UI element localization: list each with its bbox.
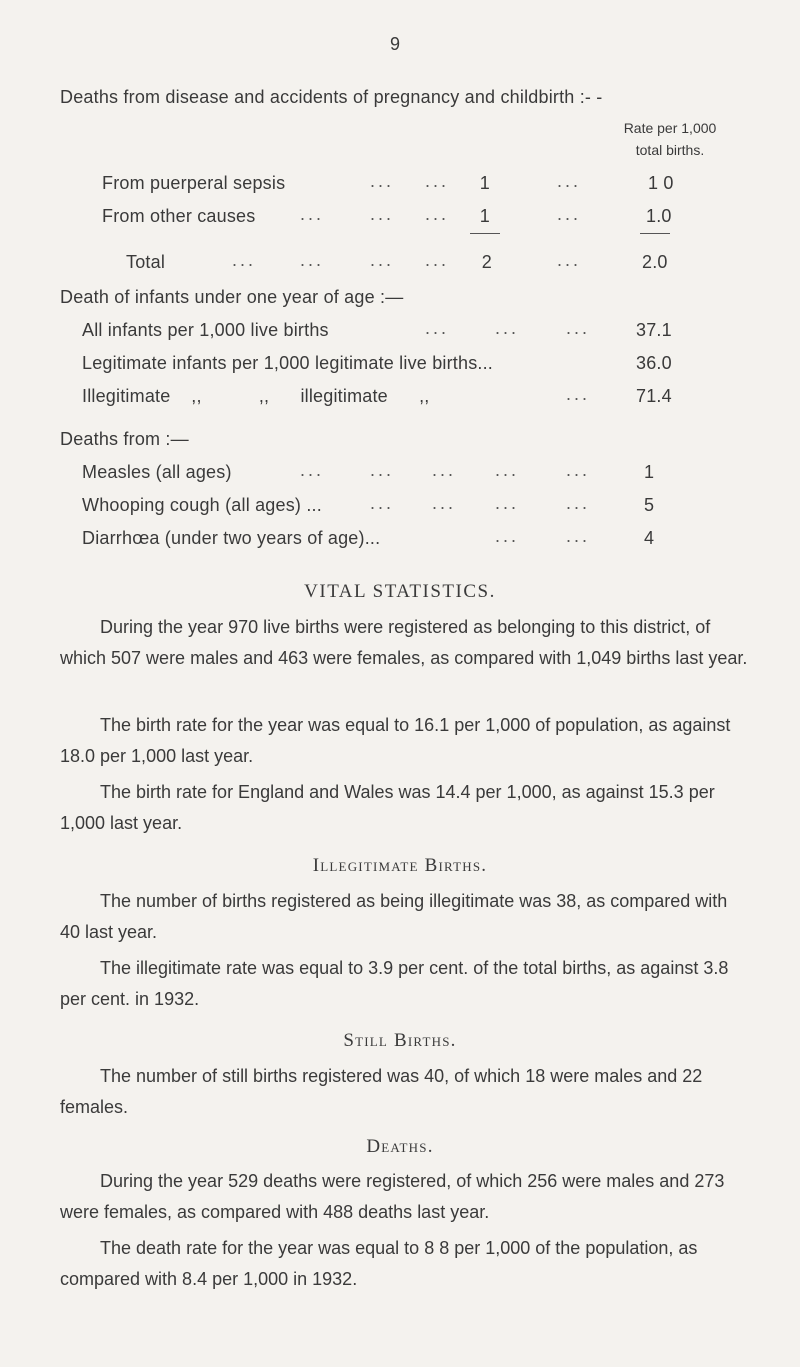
still-births-heading: Still Births. [343,1030,457,1051]
illegitimate-paragraph: The number of births registered as being illegitimate was 38, as compared with 40 last year. [60,891,728,942]
sum-rule [470,233,500,234]
dot-leader: ... [566,526,591,546]
dot-leader: ... [432,460,457,480]
row-label: From puerperal sepsis [102,173,286,193]
dot-leader: ... [300,250,325,270]
dot-leader: ... [495,460,520,480]
row-rate: 1.0 [646,206,672,226]
row-label: Whooping cough (all ages) ... [82,495,322,515]
dot-leader: ... [425,171,450,191]
row-label: All infants per 1,000 live births [82,320,329,340]
vital-paragraph: The birth rate for the year was equal to 16.1 per 1,000 of population, as against 18.0 per 1,000 last year. [60,715,731,766]
dot-leader: ... [370,204,395,224]
dot-leader: ... [495,493,520,513]
infant-deaths-heading: Death of infants under one year of age :— [60,287,404,307]
row-value: 37.1 [636,320,672,340]
still-births-paragraph: The number of still births registered was 40, of which 18 were males and 22 females. [60,1066,703,1117]
rate-header-line2: total births. [635,142,705,158]
deaths-paragraph: During the year 529 deaths were registered, of which 256 were males and 273 were females, as compared with 488 deaths last year. [60,1171,725,1222]
dot-leader: ... [557,204,582,224]
row-label: Illegitimate ,, ,, illegitimate ,, [82,386,430,406]
dot-leader: ... [300,204,325,224]
row-label: Diarrhœa (under two years of age)... [82,528,381,548]
vital-paragraph: The birth rate for England and Wales was 14.4 per 1,000, as against 15.3 per 1,000 last year. [60,782,715,833]
dot-leader: ... [566,493,591,513]
illegitimate-births-heading: Illegitimate Births. [312,855,488,876]
row-label: Measles (all ages) [82,462,232,482]
row-value: 4 [644,528,655,548]
dot-leader: ... [557,250,582,270]
total-count: 2 [481,252,492,272]
dot-leader: ... [370,493,395,513]
rate-header-line1: Rate per 1,000 [623,120,717,136]
dot-leader: ... [425,250,450,270]
row-count: 1 [479,206,490,226]
illegitimate-paragraph: The illegitimate rate was equal to 3.9 per cent. of the total births, as against 3.8 per cent. in 1932. [60,958,729,1009]
deaths-from-heading: Deaths from :— [60,429,189,449]
dot-leader: ... [425,318,450,338]
deaths-heading: Deaths. [366,1136,434,1157]
row-value: 5 [644,495,655,515]
row-label: Legitimate infants per 1,000 legitimate live births... [82,353,494,373]
maternal-deaths-heading: Deaths from disease and accidents of pregnancy and childbirth :- - [60,87,603,107]
dot-leader: ... [557,171,582,191]
dot-leader: ... [370,171,395,191]
dot-leader: ... [232,250,257,270]
dot-leader: ... [370,250,395,270]
vital-paragraph: During the year 970 live births were registered as belonging to this district, of which 507 were males and 463 were females, as compared with 1,049 births last year. [60,617,748,668]
row-value: 1 [644,462,655,482]
sum-rule [640,233,670,234]
dot-leader: ... [495,318,520,338]
dot-leader: ... [566,460,591,480]
dot-leader: ... [300,460,325,480]
dot-leader: ... [566,384,591,404]
dot-leader: ... [370,460,395,480]
row-label: From other causes [102,206,256,226]
dot-leader: ... [425,204,450,224]
deaths-paragraph: The death rate for the year was equal to 8 8 per 1,000 of the population, as compared with 8.4 per 1,000 in 1932. [60,1238,698,1289]
dot-leader: ... [432,493,457,513]
dot-leader: ... [495,526,520,546]
row-value: 71.4 [636,386,672,406]
page-number: 9 [390,34,401,54]
dot-leader: ... [566,318,591,338]
total-label: Total [126,252,166,272]
row-value: 36.0 [636,353,672,373]
row-count: 1 [479,173,490,193]
total-rate: 2.0 [642,252,668,272]
row-rate: 1 0 [648,173,674,193]
vital-statistics-heading: VITAL STATISTICS. [304,581,496,602]
